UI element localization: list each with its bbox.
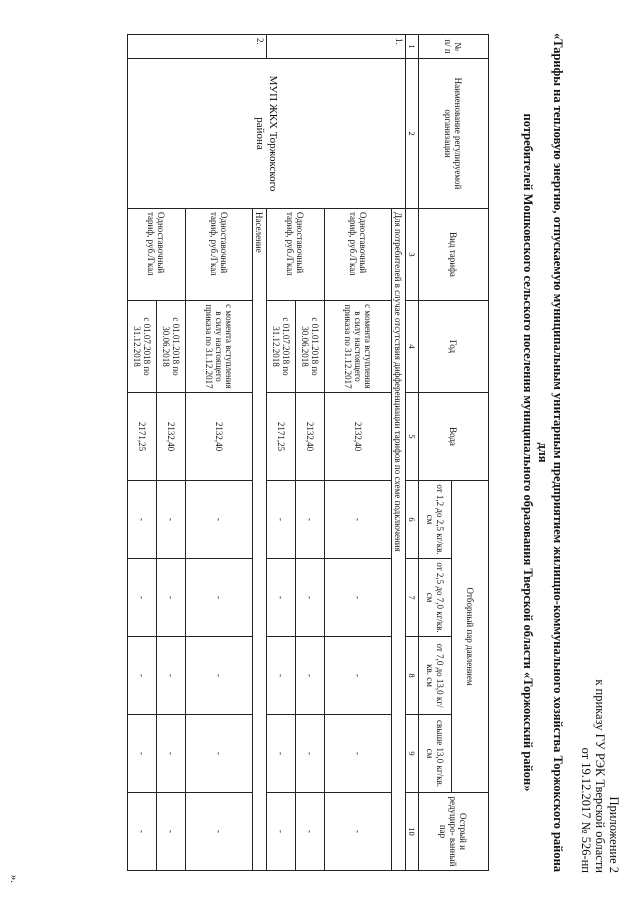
tariff-type-cell: Одноставочный тариф, руб./Гкал — [186, 209, 253, 301]
steam-4-value: - — [157, 715, 186, 793]
steam-2-value: - — [296, 559, 325, 637]
header-tariff-type: Вид тарифа — [419, 209, 489, 301]
year-cell: с 01.01.2018 по 30.06.2018 — [296, 301, 325, 393]
section-label: Для потребителей в случае отсутствия дифференциации тарифов по схеме подключения — [392, 209, 406, 871]
water-value: 2171,25 — [267, 393, 296, 481]
header-steam: Отборный пар давлением — [452, 481, 489, 793]
steam-2-value: - — [186, 559, 253, 637]
steam-2-value: - — [267, 559, 296, 637]
header-steam-4: свыше 13,0 кг/кв. см — [419, 715, 452, 793]
col-number: 3 — [406, 209, 419, 301]
col-number: 4 — [406, 301, 419, 393]
col-number: 10 — [406, 793, 419, 871]
steam-1-value: - — [128, 481, 157, 559]
document-title — [520, 30, 565, 875]
sharp-steam-value: - — [325, 793, 392, 871]
steam-2-value: - — [128, 559, 157, 637]
steam-4-value: - — [325, 715, 392, 793]
steam-3-value: - — [267, 637, 296, 715]
col-number: 7 — [406, 559, 419, 637]
steam-2-value: - — [157, 559, 186, 637]
year-cell: с момента вступления в силу настоящего приказа по 31.12.2017 — [325, 301, 392, 393]
steam-1-value: - — [186, 481, 253, 559]
water-value: 2132,40 — [157, 393, 186, 481]
steam-1-value: - — [267, 481, 296, 559]
water-value: 2132,40 — [186, 393, 253, 481]
header-steam-3: от 7,0 до 13,0 кг/кв. см — [419, 637, 452, 715]
header-steam-2: от 2,5 до 7,0 кг/кв. см — [419, 559, 452, 637]
col-number: 8 — [406, 637, 419, 715]
sharp-steam-value: - — [296, 793, 325, 871]
steam-3-value: - — [128, 637, 157, 715]
col-number: 6 — [406, 481, 419, 559]
year-cell: с 01.01.2018 по 30.06.2018 — [157, 301, 186, 393]
water-value: 2132,40 — [325, 393, 392, 481]
header-sharp-steam: Острый и редуциро- ванный пар — [419, 793, 489, 871]
closing-quote-mark: ». — [8, 874, 20, 883]
sharp-steam-value: - — [157, 793, 186, 871]
steam-3-value: - — [157, 637, 186, 715]
sharp-steam-value: - — [128, 793, 157, 871]
row-number: 2. — [128, 35, 267, 59]
col-number: 1 — [406, 35, 419, 59]
sharp-steam-value: - — [267, 793, 296, 871]
col-number: 9 — [406, 715, 419, 793]
steam-4-value: - — [186, 715, 253, 793]
steam-1-value: - — [157, 481, 186, 559]
steam-3-value: - — [186, 637, 253, 715]
appendix-line-3: от 19.12.2017 № 526-нп — [579, 747, 593, 873]
appendix-reference — [579, 679, 621, 873]
steam-3-value: - — [325, 637, 392, 715]
header-org: Наименование регулируемой организации — [419, 59, 489, 209]
tariff-type-cell: Одноставочный тариф, руб./Гкал — [325, 209, 392, 301]
header-year: Год — [419, 301, 489, 393]
steam-1-value: - — [325, 481, 392, 559]
tariff-type-cell: Одноставочный тариф, руб./Гкал — [267, 209, 325, 301]
tariff-table — [127, 34, 489, 871]
header-steam-1: от 1,2 до 2,5 кг/кв. см — [419, 481, 452, 559]
section-label: Население — [253, 209, 267, 871]
steam-4-value: - — [128, 715, 157, 793]
tariff-type-cell: Одноставочный тариф, руб./Гкал — [128, 209, 186, 301]
water-value: 2132,40 — [296, 393, 325, 481]
water-value: 2171,25 — [128, 393, 157, 481]
appendix-line-2: к приказу ГУ РЭК Тверской области — [593, 679, 607, 873]
steam-1-value: - — [296, 481, 325, 559]
sharp-steam-value: - — [186, 793, 253, 871]
steam-2-value: - — [325, 559, 392, 637]
col-number: 2 — [406, 59, 419, 209]
year-cell: с 01.07.2018 по 31.12.2018 — [267, 301, 296, 393]
title-line-2: потребителей Мошковского сельского поселения муниципального образования Тверской области «Торжокский район» — [521, 113, 535, 792]
year-cell: с момента вступления в силу настоящего приказа по 31.12.2017 — [186, 301, 253, 393]
col-number: 5 — [406, 393, 419, 481]
steam-4-value: - — [296, 715, 325, 793]
header-num: № п/ п — [419, 35, 489, 59]
steam-4-value: - — [267, 715, 296, 793]
year-cell: с 01.07.2018 по 31.12.2018 — [128, 301, 157, 393]
header-water: Вода — [419, 393, 489, 481]
title-line-1: «Тарифы на тепловую энергию, отпускаемую муниципальным унитарным предприятием жилищно-коммунального хозяйства Торжокского района для — [536, 32, 565, 873]
appendix-line-1: Приложение 2 — [607, 796, 621, 873]
row-number: 1. — [267, 35, 406, 59]
steam-3-value: - — [296, 637, 325, 715]
organization-name: МУП ЖКХ Торжокского района — [128, 59, 406, 209]
